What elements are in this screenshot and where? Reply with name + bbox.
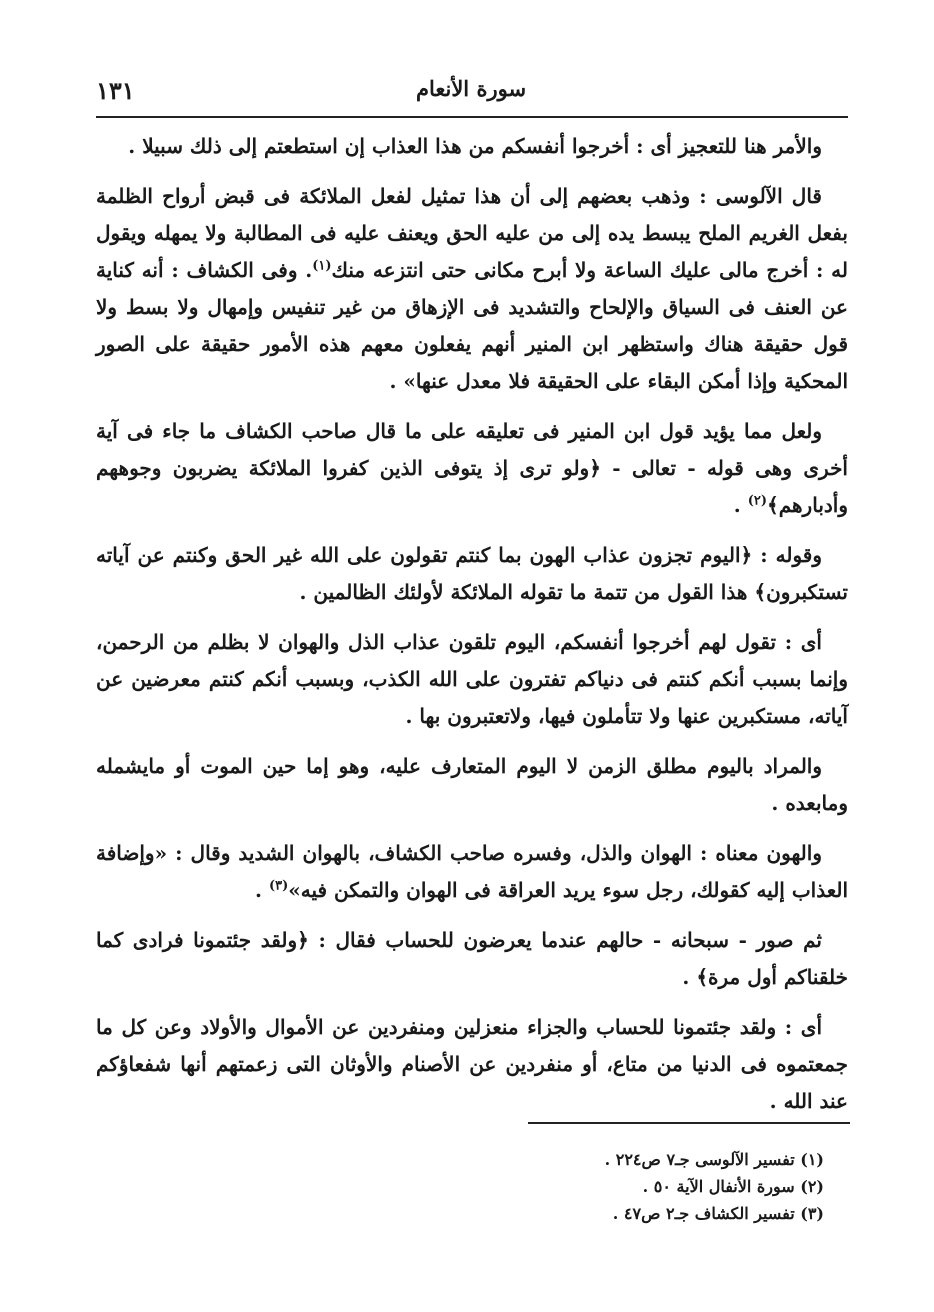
running-title: سورة الأنعام (415, 76, 527, 101)
paragraph-text: قال الآلوسى : وذهب بعضهم إلى أن هذا تمثيل لفعل الملائكة فى قبض أرواح الظلمة بفعل الغريم الملح يبسط يده إلى من عليه الحق ويعنف عليه فى المطالبة ولا يمهله ويقول له : أخرج مالى عليك الساعة ولا أبرح مكانى حتى انتزعه منك (96, 184, 849, 282)
paragraph-text: أى : تقول لهم أخرجوا أنفسكم، اليوم تلقون عذاب الذل والهوان لا بظلم من الرحمن، وإنما بسبب أنكم كنتم فى دنياكم تفترون على الله الكذب، وبسبب أنكم كنتم معرضين عن آياته، مستكبرين عنها ولا تتأملون فيها، ولاتعتبرون بها . (96, 630, 848, 728)
paragraph (96, 1009, 848, 1120)
footnote: (٢) سورة الأنفال الآية ٥٠ . (642, 1177, 824, 1196)
paragraph-text: وقوله : ﴿اليوم تجزون عذاب الهون بما كنتم تقولون على الله غير الحق وكنتم عن آياته تستكبرون﴾ هذا القول من تتمة ما تقوله الملائكة لأولئك الظالمين . (96, 543, 848, 604)
paragraph (96, 748, 848, 822)
paragraph-text: . (255, 878, 269, 902)
paragraph (96, 413, 848, 524)
footnote-marker: (١) (312, 258, 332, 274)
page-header (96, 72, 846, 106)
footnote-rule (528, 1122, 850, 1124)
page-number: ١٣١ (96, 76, 135, 105)
footnotes (480, 1146, 824, 1227)
footnote: (١) تفسير الآلوسى جـ٧ ص٢٢٤ . (604, 1150, 824, 1169)
paragraph (96, 537, 848, 611)
body-text (96, 128, 848, 1133)
paragraph-text: والمراد باليوم مطلق الزمن لا اليوم المتعارف عليه، وهو إما حين الموت أو مايشمله ومابعده . (96, 754, 848, 815)
paragraph-text: ثم صور - سبحانه - حالهم عندما يعرضون للحساب فقال : ﴿ولقد جئتمونا فرادى كما خلقناكم أول مرة﴾ . (96, 928, 848, 989)
paragraph-text: . (733, 493, 748, 517)
paragraph-text: أى : ولقد جئتمونا للحساب والجزاء منعزلين ومنفردين عن الأموال والأولاد وعن كل ما جمعتموه فى الدنيا من متاع، أو منفردين عن الأصنام والأوثان التى زعمتهم أنها شفعاؤكم عند الله . (96, 1015, 848, 1113)
paragraph (96, 835, 848, 909)
footnote: (٣) تفسير الكشاف جـ٢ ص٤٧ . (612, 1204, 824, 1223)
paragraph-text: والأمر هنا للتعجيز أى : أخرجوا أنفسكم من هذا العذاب إن استطعتم إلى ذلك سبيلا . (128, 134, 822, 158)
paragraph (96, 128, 848, 165)
paragraph (96, 178, 848, 400)
paragraph-text: ولعل مما يؤيد قول ابن المنير فى تعليقه على ما قال صاحب الكشاف ما جاء فى آية أخرى وهى قوله - تعالى - ﴿ولو ترى إذ يتوفى الذين كفروا الملائكة يضربون وجوههم وأدبارهم﴾ (96, 419, 848, 517)
paragraph (96, 922, 848, 996)
paragraph-text: والهون معناه : الهوان والذل، وفسره صاحب الكشاف، بالهوان الشديد وقال : «وإضافة العذاب إليه كقولك، رجل سوء يريد العراقة فى الهوان والتمكن فيه» (96, 841, 848, 902)
footnote-marker: (٣) (268, 878, 289, 894)
header-rule (96, 116, 848, 118)
paragraph (96, 624, 848, 735)
paragraph-text: . وفى الكشاف : أنه كناية عن العنف فى السياق والإلحاح والتشديد فى الإزهاق من غير تنفيس وإمهال ولا بسط ولا قول حقيقة هناك واستظهر ابن المنير أنهم يفعلون معهم هذه الأمور حقيقة على الصور المحكية وإذا أمكن البقاء على الحقيقة فلا معدل عنها» . (96, 258, 848, 393)
footnote-marker: (٢) (747, 493, 767, 509)
